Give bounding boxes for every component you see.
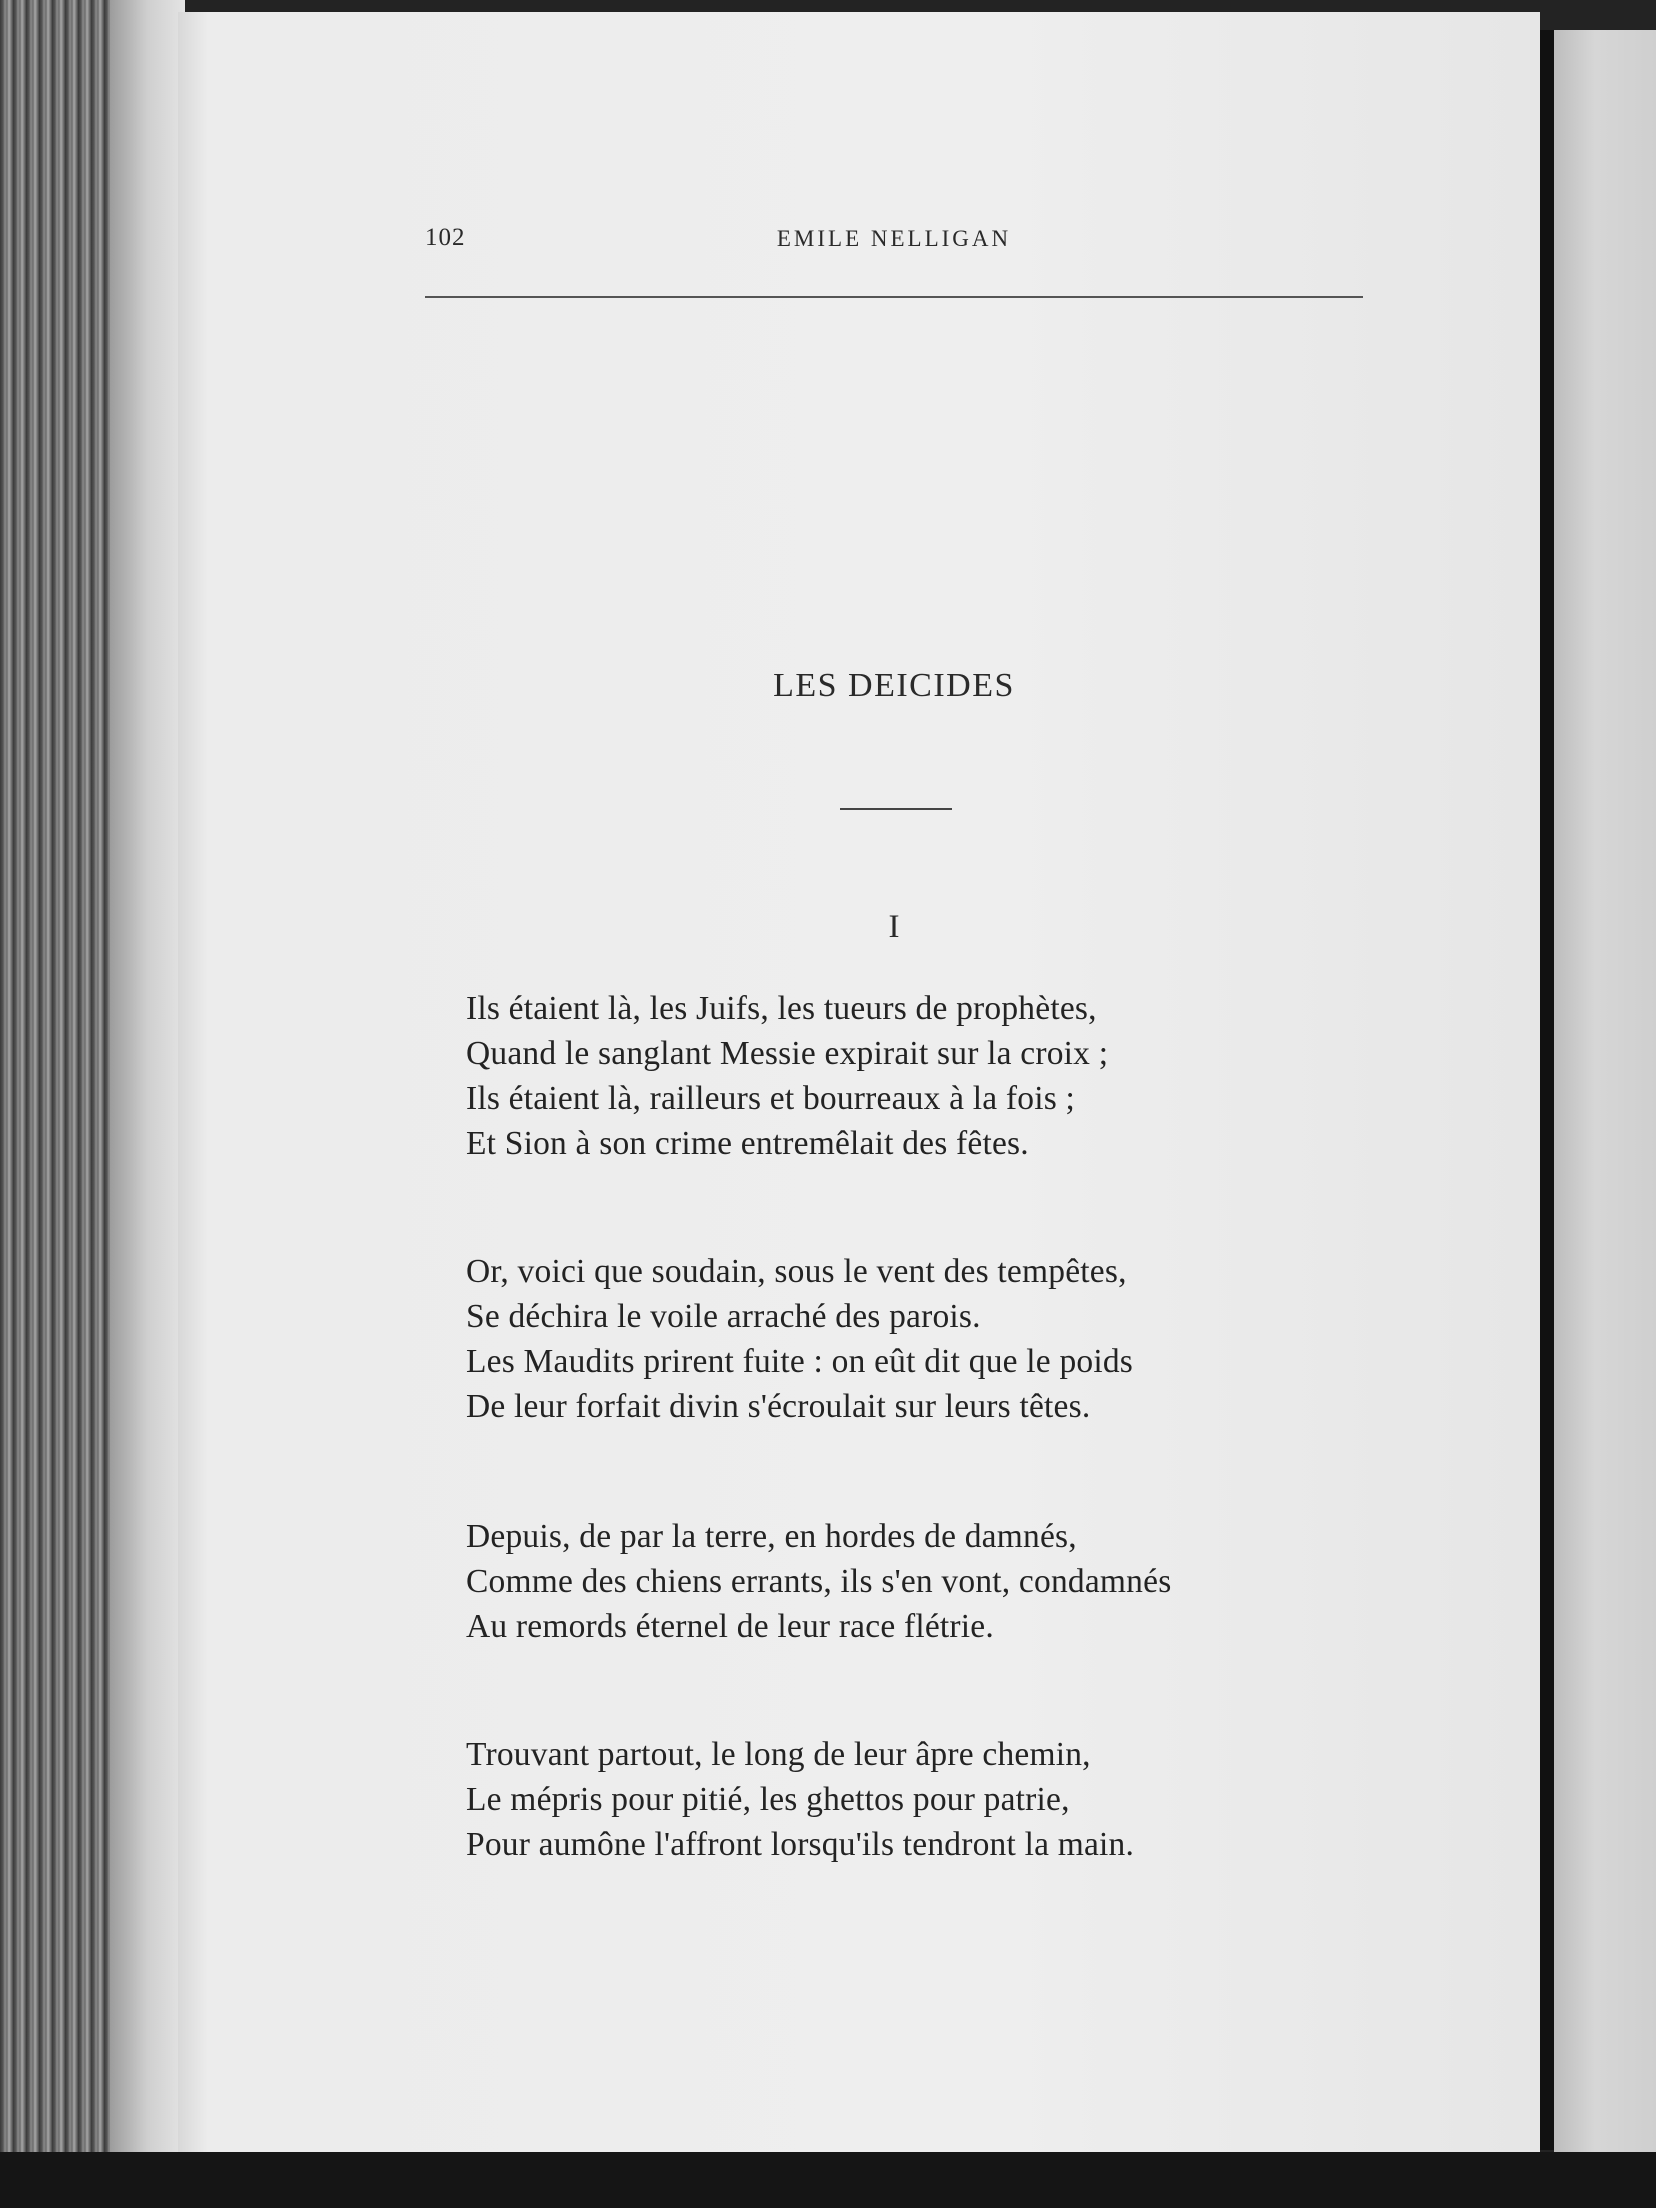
stanza-1 [466, 986, 1366, 1166]
verse-line: Pour aumône l'affront lorsqu'ils tendront la main. [466, 1826, 1135, 1863]
verse-line: Trouvant partout, le long de leur âpre chemin, [466, 1736, 1091, 1773]
verse-line: Ils étaient là, railleurs et bourreaux à la fois ; [466, 1080, 1076, 1117]
book-page-edges [0, 0, 185, 2165]
header-rule [425, 296, 1363, 298]
running-head [425, 224, 1363, 264]
verse-line: Au remords éternel de leur race flétrie. [466, 1608, 994, 1645]
verse-line: De leur forfait divin s'écroulait sur leurs têtes. [466, 1388, 1091, 1425]
running-title: EMILE NELLIGAN [776, 226, 1012, 251]
verse-line: Le mépris pour pitié, les ghettos pour patrie, [466, 1781, 1070, 1818]
stanza-4 [466, 1732, 1366, 1867]
page-number: 102 [425, 224, 466, 251]
verse-line: Se déchira le voile arraché des parois. [466, 1298, 981, 1335]
stanza-3 [466, 1514, 1366, 1649]
verse-line: Quand le sanglant Messie expirait sur la croix ; [466, 1035, 1109, 1072]
verse-line: Les Maudits prirent fuite : on eût dit que le poids [466, 1343, 1134, 1380]
bottom-shadow [0, 2152, 1656, 2208]
verse-line: Or, voici que soudain, sous le vent des tempêtes, [466, 1253, 1127, 1290]
verse-line: Comme des chiens errants, ils s'en vont, condamnés [466, 1563, 1172, 1600]
verse-line: Depuis, de par la terre, en hordes de damnés, [466, 1518, 1077, 1555]
poem-title: LES DEICIDES [773, 667, 1015, 704]
title-rule [840, 808, 952, 810]
verse-line: Ils étaient là, les Juifs, les tueurs de prophètes, [466, 990, 1097, 1027]
stanza-2 [466, 1249, 1366, 1429]
section-numeral: I [888, 909, 900, 945]
facing-page [1554, 30, 1656, 2160]
verse-line: Et Sion à son crime entremêlait des fêtes. [466, 1125, 1029, 1162]
book-gutter [1540, 30, 1554, 2150]
